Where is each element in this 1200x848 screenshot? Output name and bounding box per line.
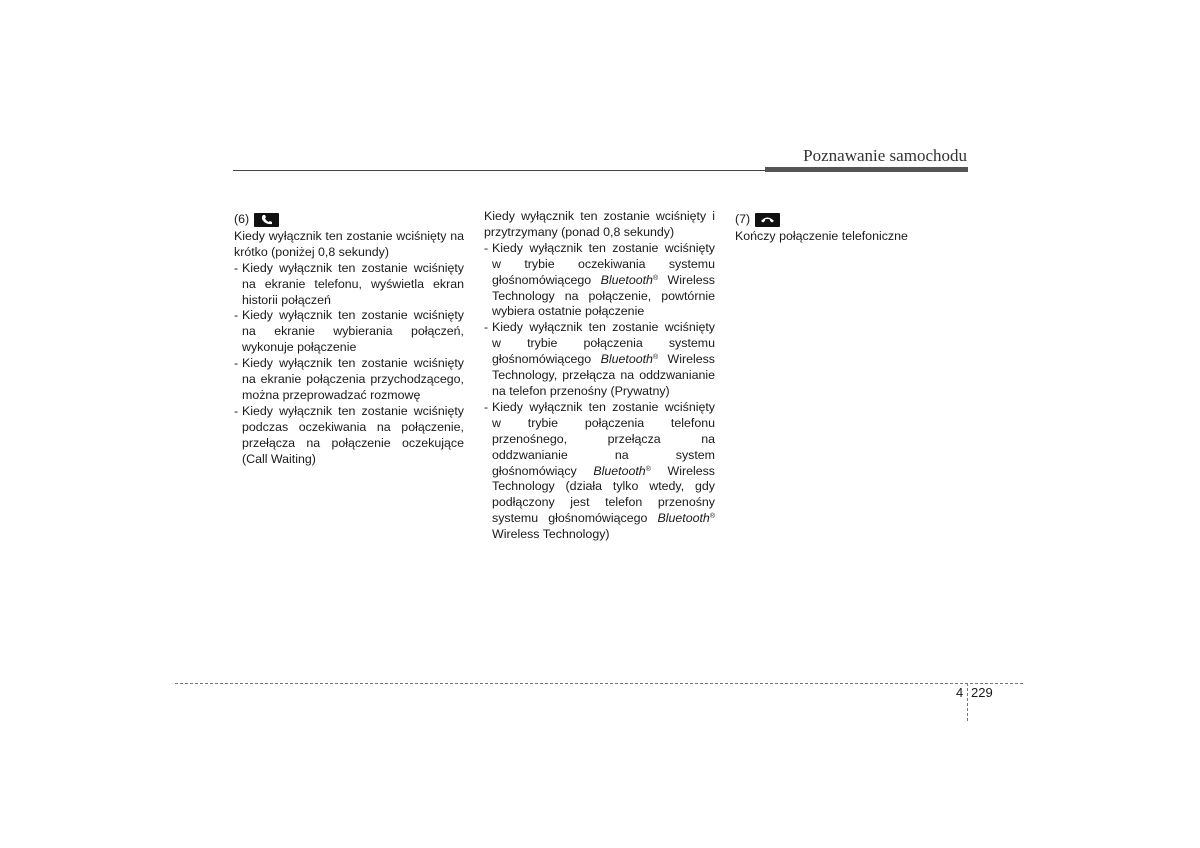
footer-rule bbox=[175, 683, 1023, 684]
list-item: - Kiedy wyłącznik ten zostanie wciśnięty w trybie oczekiwania systemu głośnomówiącego Bluetooth® Wireless Technology na połączenie, powtórnie wybiera ostatnie połączenie bbox=[484, 241, 715, 321]
list-item: - Kiedy wyłącznik ten zostanie wciśnięty na ekranie wybierania połączeń, wykonuje połączenie bbox=[234, 308, 464, 356]
list-item: - Kiedy wyłącznik ten zostanie wciśnięty na ekranie połączenia przychodzącego, można przeprowadzać rozmowę bbox=[234, 356, 464, 404]
end-button-label: (7) bbox=[735, 212, 751, 226]
end-button-heading bbox=[735, 212, 967, 228]
column-call-button-short bbox=[234, 212, 464, 468]
list-item: - Kiedy wyłącznik ten zostanie wciśnięty w trybie połączenia systemu głośnomówiącego Bluetooth® Wireless Technology, przełącza na oddzwanianie na telefon przenośny (Prywatny) bbox=[484, 320, 715, 400]
end-call-description: Kończy połączenie telefoniczne bbox=[735, 228, 908, 243]
list-item: - Kiedy wyłącznik ten zostanie wciśnięty w trybie połączenia telefonu przenośnego, przełącza na oddzwanianie na system głośnomówiący Bluetooth® Wireless Technology (działa tylko wtedy, gdy podłączony jest telefon przenośny systemu głośnomówiącego Bluetooth® Wireless Technology) bbox=[484, 400, 715, 543]
column-call-button-long bbox=[484, 209, 715, 543]
page-number: 229 bbox=[971, 685, 993, 700]
column-end-call-button bbox=[735, 212, 967, 245]
short-press-intro: Kiedy wyłącznik ten zostanie wciśnięty na krótko (poniżej 0,8 sekundy) bbox=[234, 228, 464, 259]
call-button-label: (6) bbox=[234, 212, 250, 226]
page-number-separator bbox=[967, 683, 968, 721]
page-header-title: Poznawanie samochodu bbox=[803, 146, 967, 165]
short-press-list bbox=[234, 261, 464, 468]
long-press-intro: Kiedy wyłącznik ten zostanie wciśnięty i przytrzymany (ponad 0,8 sekundy) bbox=[484, 209, 715, 239]
chapter-number: 4 bbox=[956, 685, 964, 700]
call-button-heading bbox=[234, 212, 464, 228]
list-item: - Kiedy wyłącznik ten zostanie wciśnięty podczas oczekiwania na połączenie, przełącza na połączenie oczekujące (Call Waiting) bbox=[234, 404, 464, 468]
list-item: - Kiedy wyłącznik ten zostanie wciśnięty na ekranie telefonu, wyświetla ekran historii połączeń bbox=[234, 261, 464, 309]
long-press-list bbox=[484, 241, 715, 543]
header-rule-accent bbox=[765, 167, 968, 172]
phone-hangup-icon bbox=[755, 213, 780, 227]
phone-call-icon bbox=[254, 213, 279, 227]
